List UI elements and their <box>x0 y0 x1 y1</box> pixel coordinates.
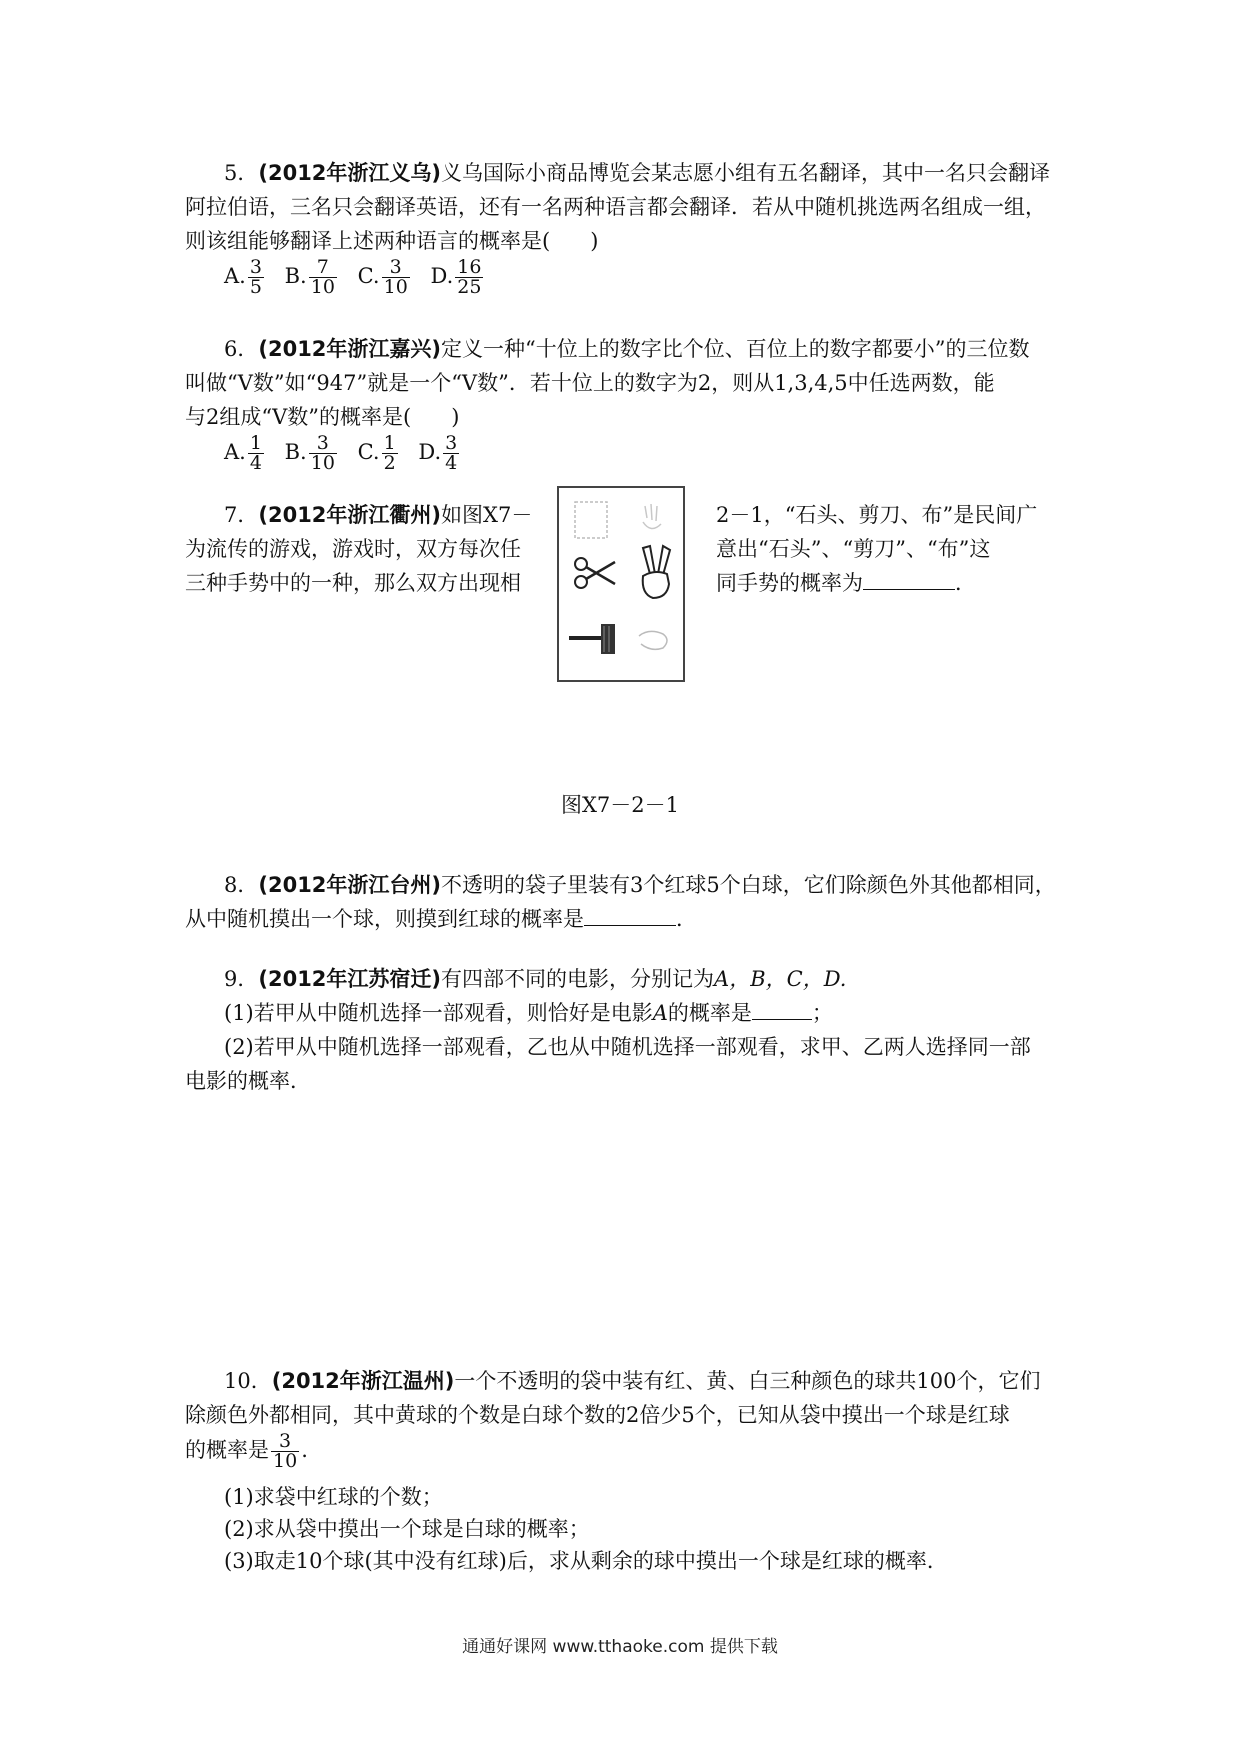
q5-option-d[interactable]: D. $\frac{16}{25}$ <box>430 256 482 298</box>
q6-line1: 6．(2012年浙江嘉兴)定义一种“十位上的数字比个位、百位上的数字都要小”的三位数 <box>224 337 1030 361</box>
q6-line3: 与2组成“V数”的概率是( ) <box>185 405 460 429</box>
q5-option-a[interactable]: A. $\frac{3}{5}$ <box>224 256 262 298</box>
q8-answer-blank[interactable] <box>584 905 676 926</box>
v-sign-hand-icon <box>643 546 670 598</box>
q5-option-b[interactable]: B. $\frac{7}{10}$ <box>284 256 335 298</box>
q7-left2: 为流传的游戏，游戏时，双方每次任 <box>185 537 521 561</box>
q9-answer-blank[interactable] <box>752 999 812 1020</box>
q10-line1: 10．(2012年浙江温州)一个不透明的袋中装有红、黄、白三种颜色的球共100个，它们 <box>224 1369 1041 1393</box>
q7-left1: 7．(2012年浙江衢州)如图X7－ <box>224 503 533 527</box>
footer-credit: 通通好课网 www.tthaoke.com 提供下载 <box>462 1637 778 1657</box>
q9-number: 9． <box>224 967 259 991</box>
q5-line1: 5．(2012年浙江义乌)义乌国际小商品博览会某志愿小组有五名翻译，其中一名只会翻译 <box>224 161 1051 185</box>
q10-part3: (3)取走10个球(其中没有红球)后，求从剩余的球中摸出一个球是红球的概率． <box>224 1549 948 1573</box>
hammer-icon <box>569 624 615 654</box>
q6-source: (2012年浙江嘉兴) <box>258 337 442 361</box>
q6-option-c[interactable]: C. $\frac{1}{2}$ <box>357 432 396 474</box>
q7-answer-blank[interactable] <box>863 569 955 590</box>
q7-right2: 意出“石头”、“剪刀”、“布”这 <box>716 537 991 561</box>
figure-caption: 图X7－2－1 <box>560 793 680 817</box>
q5-source: (2012年浙江义乌) <box>258 161 442 185</box>
q7-source: (2012年浙江衢州) <box>258 503 442 527</box>
q9-source: (2012年江苏宿迁) <box>258 967 442 991</box>
q6-option-b[interactable]: B. $\frac{3}{10}$ <box>284 432 335 474</box>
q6-line2: 叫做“V数”如“947”就是一个“V数”．若十位上的数字为2，则从1,3,4,5中任选两数，能 <box>185 371 995 395</box>
q9-part1: (1)若甲从中随机选择一部观看，则恰好是电影A的概率是 ； <box>224 1001 833 1025</box>
q10-line3: 的概率是 $\frac{3}{10}$ . <box>185 1430 308 1472</box>
hand-gestures-image <box>559 488 683 680</box>
q5-line3: 则该组能够翻译上述两种语言的概率是( ) <box>185 229 599 253</box>
q10-source: (2012年浙江温州) <box>271 1369 455 1393</box>
q5-line2: 阿拉伯语，三名只会翻译英语，还有一名两种语言都会翻译．若从中随机挑选两名组成一组， <box>185 195 1046 219</box>
q8-number: 8． <box>224 873 259 897</box>
q10-line2: 除颜色外都相同，其中黄球的个数是白球个数的2倍少5个，已知从袋中摸出一个球是红球 <box>185 1403 1010 1427</box>
q9-part2-line1: (2)若甲从中随机选择一部观看，乙也从中随机选择一部观看，求甲、乙两人选择同一部 <box>224 1035 1031 1059</box>
q10-part2: (2)求从袋中摸出一个球是白球的概率； <box>224 1517 590 1541</box>
q10-fraction: $\frac{3}{10}$ <box>273 1430 298 1472</box>
q6-option-d[interactable]: D. $\frac{3}{4}$ <box>418 432 458 474</box>
hand-gestures-figure <box>557 486 685 682</box>
q5-number: 5． <box>224 161 259 185</box>
q6-number: 6． <box>224 337 259 361</box>
q9-line1: 9．(2012年江苏宿迁)有四部不同的电影，分别记为A，B，C，D. <box>224 967 847 991</box>
q9-part2-line2: 电影的概率． <box>185 1069 311 1093</box>
scissors-icon <box>575 558 615 588</box>
q8-source: (2012年浙江台州) <box>258 873 442 897</box>
q7-number: 7． <box>224 503 259 527</box>
q8-line2: 从中随机摸出一个球，则摸到红球的概率是 ． <box>185 907 697 931</box>
q7-right1: 2－1，“石头、剪刀、布”是民间广 <box>716 503 1038 527</box>
q10-part1: (1)求袋中红球的个数； <box>224 1485 443 1509</box>
q5-option-c[interactable]: C. $\frac{3}{10}$ <box>357 256 408 298</box>
q6-option-a[interactable]: A. $\frac{1}{4}$ <box>224 432 262 474</box>
q8-line1: 8．(2012年浙江台州)不透明的袋子里装有3个红球5个白球，它们除颜色外其他都相同， <box>224 873 1056 897</box>
q7-right3: 同手势的概率为 ． <box>716 571 976 595</box>
q10-number: 10． <box>224 1369 272 1393</box>
q7-left3: 三种手势中的一种，那么双方出现相 <box>185 571 521 595</box>
q5-options <box>224 254 497 298</box>
q6-options <box>224 430 473 474</box>
